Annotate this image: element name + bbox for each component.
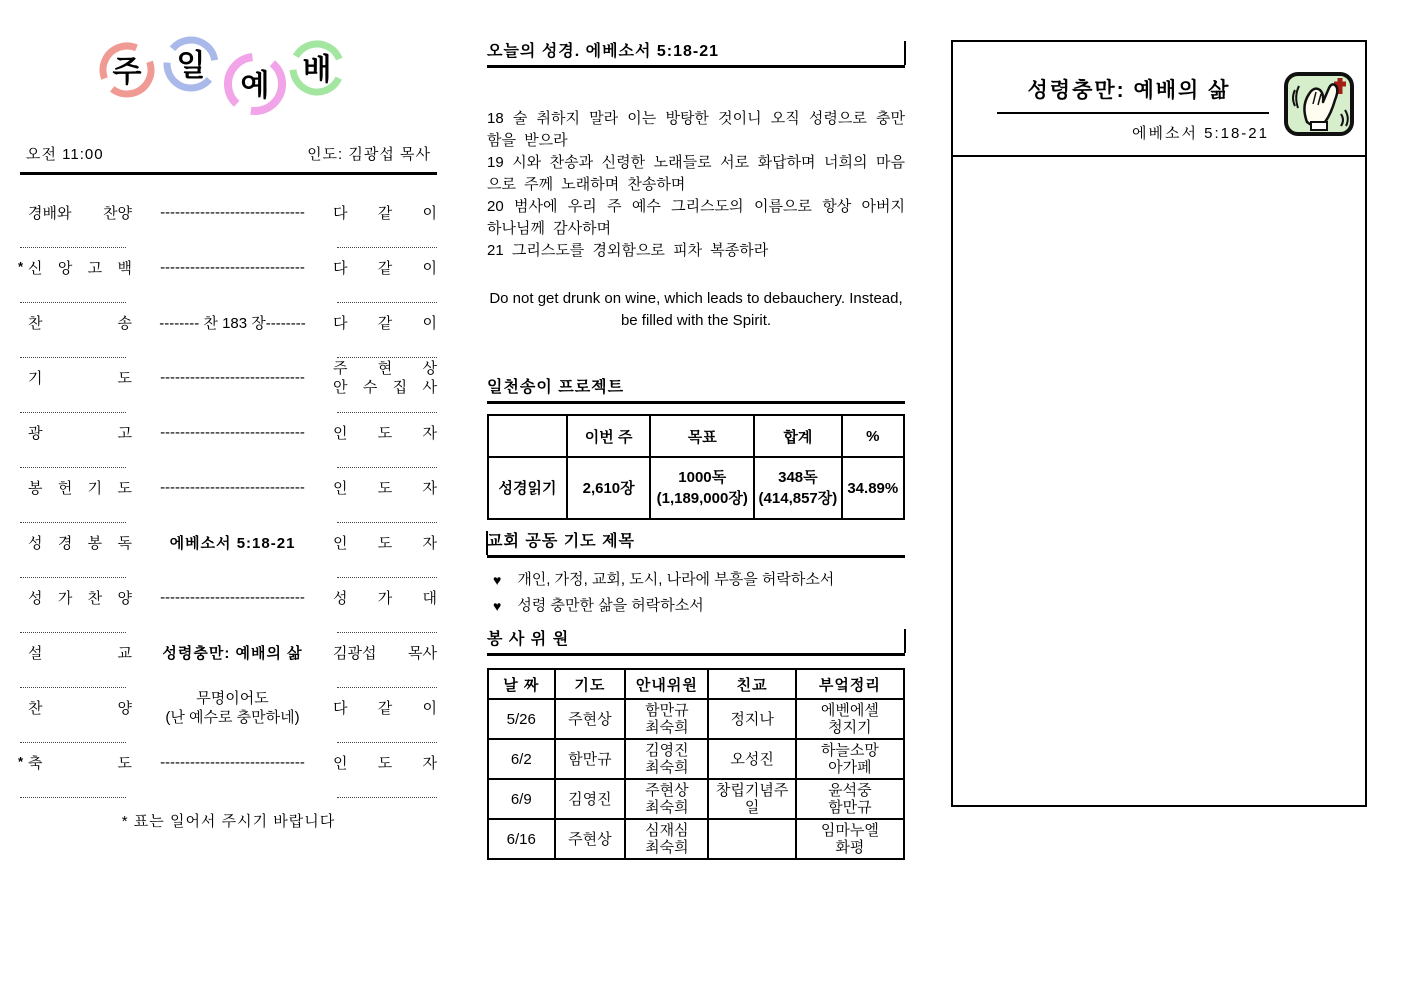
order-of-worship-column <box>20 30 437 831</box>
cell-kitchen: 임마누엘 화평 <box>796 819 904 859</box>
worship-row-scripture-reading <box>20 523 437 578</box>
sermon-title-underline <box>997 112 1269 114</box>
stand-star: * <box>18 259 24 274</box>
col-header-goal: 목표 <box>650 415 754 457</box>
worship-row-offering-prayer <box>20 468 437 523</box>
table-row <box>488 819 904 859</box>
thousand-readings-project-header: 일천송이 프로젝트 <box>487 374 905 404</box>
table-header-row <box>488 669 904 699</box>
col-header-date: 날 짜 <box>488 669 555 699</box>
dash-leader: ----------------------------- <box>160 424 305 441</box>
worship-item-label: 성 가 찬 양 <box>28 590 132 607</box>
col-header-kitchen: 부엌정리 <box>796 669 904 699</box>
worship-row-choir <box>20 578 437 633</box>
bulletin-middle-column <box>487 38 905 860</box>
praying-hands-icon <box>1283 70 1357 145</box>
worship-row-sermon <box>20 633 437 688</box>
col-header-this-week: 이번 주 <box>567 415 650 457</box>
cell-prayer: 주현상 <box>555 699 626 739</box>
worship-item-performer: 주 현 상 안 수 집 사 <box>333 359 437 396</box>
standing-note: * 표는 일어서 주시기 바랍니다 <box>121 813 336 830</box>
sermon-title-heading: 성령충만: 예배의 삶 <box>1027 79 1231 102</box>
scripture-text <box>487 108 905 262</box>
col-header-total: 합계 <box>754 415 841 457</box>
worship-item-performer: 인 도 자 <box>333 755 437 772</box>
col-header-prayer: 기도 <box>555 669 626 699</box>
cell-date: 6/9 <box>488 779 555 819</box>
dash-leader: ----------------------------- <box>160 589 305 606</box>
cell-fellowship: 오성진 <box>708 739 795 779</box>
worship-row-hymn-response <box>20 688 437 743</box>
service-info-row <box>20 143 437 164</box>
dash-leader: ----------------------------- <box>160 204 305 221</box>
sermon-scripture-reference: 에베소서 5:18-21 <box>1131 125 1269 142</box>
col-header-fellowship: 친교 <box>708 669 795 699</box>
worship-row-prayer <box>20 358 437 413</box>
sermon-notes-panel <box>951 40 1367 807</box>
worship-row-benediction <box>20 743 437 798</box>
cell-prayer: 함만규 <box>555 739 626 779</box>
dash-leader: ----------------------------- <box>160 369 305 386</box>
service-volunteers-header: 봉 사 위 원 <box>487 626 905 656</box>
sermon-title: 성령충만: 예배의 삶 <box>162 645 303 662</box>
hymn-number: -------- 찬 183 장-------- <box>159 315 306 332</box>
cell-date: 6/16 <box>488 819 555 859</box>
prayer-topic-list <box>487 570 905 616</box>
title-char-4: 배 <box>302 53 331 87</box>
cell-kitchen: 에벤에셀 청지기 <box>796 699 904 739</box>
table-row <box>488 457 904 519</box>
prayer-topic-text: 성령 충만한 삶을 허락하소서 <box>517 597 704 614</box>
dash-leader: ----------------------------- <box>160 754 305 771</box>
worship-item-label: * 축 도 <box>18 754 132 772</box>
cell-goal: 1000독 (1,189,000장) <box>650 457 754 519</box>
verse-19: 19 시와 찬송과 신령한 노래들로 서로 화답하며 너희의 마음으로 주께 노래하며 찬송하며 <box>487 154 905 193</box>
table-row <box>488 739 904 779</box>
cell-fellowship: 창립기념주일 <box>708 779 795 819</box>
cell-kitchen: 윤석중 함만규 <box>796 779 904 819</box>
cell-kitchen: 하늘소망 아가페 <box>796 739 904 779</box>
worship-item-performer: 인 도 자 <box>333 425 437 442</box>
cell-percent: 34.89% <box>842 457 904 519</box>
church-prayer-topics-header: 교회 공동 기도 제목 <box>487 528 905 558</box>
header-rule <box>20 172 437 175</box>
worship-item-performer: 다 같 이 <box>333 260 437 277</box>
worship-item-performer: 김광섭 목사 <box>333 645 437 662</box>
worship-row-creed <box>20 248 437 303</box>
worship-title-icon <box>79 36 379 124</box>
worship-item-label: 찬 양 <box>28 700 132 717</box>
song-title: 무명이어도 (난 예수로 충만하네) <box>165 689 300 726</box>
sermon-notes-blank-area <box>953 157 1365 803</box>
worship-item-performer: 다 같 이 <box>333 205 437 222</box>
cell-ushers: 함만규 최숙희 <box>625 699 708 739</box>
worship-item-label: * 신 앙 고 백 <box>18 259 132 277</box>
worship-item-performer: 다 같 이 <box>333 315 437 332</box>
worship-item-label: 설 교 <box>28 645 132 662</box>
col-header-blank <box>488 415 567 457</box>
worship-row-praise <box>20 193 437 248</box>
worship-item-label: 기 도 <box>28 370 132 387</box>
verse-20: 20 범사에 우리 주 예수 그리스도의 이름으로 항상 아버지 하나님께 감사하며 <box>487 198 905 237</box>
cell-fellowship <box>708 819 795 859</box>
worship-item-performer: 다 같 이 <box>333 700 437 717</box>
worship-item-label: 경배와 찬양 <box>28 205 132 222</box>
worship-item-label: 찬 송 <box>28 315 132 332</box>
cell-ushers: 심재심 최숙희 <box>625 819 708 859</box>
title-char-3: 예 <box>240 69 269 103</box>
col-header-ushers: 안내위원 <box>625 669 708 699</box>
worship-item-performer: 인 도 자 <box>333 535 437 552</box>
cell-date: 6/2 <box>488 739 555 779</box>
dash-leader: ----------------------------- <box>160 479 305 496</box>
scripture-reference: 에베소서 5:18-21 <box>169 535 296 552</box>
cell-ushers: 김영진 최숙희 <box>625 739 708 779</box>
cell-prayer: 김영진 <box>555 779 626 819</box>
table-header-row <box>488 415 904 457</box>
worship-row-hymn <box>20 303 437 358</box>
cell-prayer: 주현상 <box>555 819 626 859</box>
table-row <box>488 779 904 819</box>
prayer-topic-item <box>487 570 905 590</box>
title-char-2: 일 <box>176 49 205 83</box>
heart-bullet-icon: ♥ <box>493 598 502 614</box>
worship-item-performer: 인 도 자 <box>333 480 437 497</box>
service-time: 오전 11:00 <box>26 146 104 163</box>
cell-this-week: 2,610장 <box>567 457 650 519</box>
todays-scripture-header: 오늘의 성경. 에베소서 5:18-21 <box>487 38 905 68</box>
bible-reading-progress-table <box>487 414 905 520</box>
cell-ushers: 주현상 최숙희 <box>625 779 708 819</box>
col-header-percent: % <box>842 415 904 457</box>
worship-item-label: 성 경 봉 독 <box>28 535 132 552</box>
worship-row-announcements <box>20 413 437 468</box>
service-volunteers-table <box>487 668 905 860</box>
cell-fellowship: 정지나 <box>708 699 795 739</box>
sermon-header <box>953 42 1365 157</box>
worship-item-performer: 성 가 대 <box>333 590 437 607</box>
heart-bullet-icon: ♥ <box>493 572 502 588</box>
prayer-topic-item <box>487 596 905 616</box>
dotted-separator <box>337 797 437 798</box>
cell-row-label: 성경읽기 <box>488 457 567 519</box>
service-leader: 인도: 김광섭 목사 <box>307 146 431 163</box>
cell-date: 5/26 <box>488 699 555 739</box>
prayer-topic-text: 개인, 가정, 교회, 도시, 나라에 부흥을 허락하소서 <box>517 571 835 588</box>
worship-order-list <box>20 193 437 798</box>
dash-leader: ----------------------------- <box>160 259 305 276</box>
worship-item-label: 봉 헌 기 도 <box>28 480 132 497</box>
stand-star: * <box>18 754 24 769</box>
dotted-separator <box>20 797 126 798</box>
scripture-english-text: Do not get drunk on wine, which leads to debauchery. Instead, be filled with the Spirit. <box>489 290 903 329</box>
verse-21: 21 그리스도를 경외함으로 피차 복종하라 <box>487 242 769 259</box>
title-char-1: 주 <box>112 55 141 89</box>
verse-18: 18 술 취하지 말라 이는 방탕한 것이니 오직 성령으로 충만함을 받으라 <box>487 110 905 149</box>
worship-item-label: 광 고 <box>28 425 132 442</box>
table-row <box>488 699 904 739</box>
bulletin-title-art <box>79 36 379 129</box>
cell-total: 348독 (414,857장) <box>754 457 841 519</box>
